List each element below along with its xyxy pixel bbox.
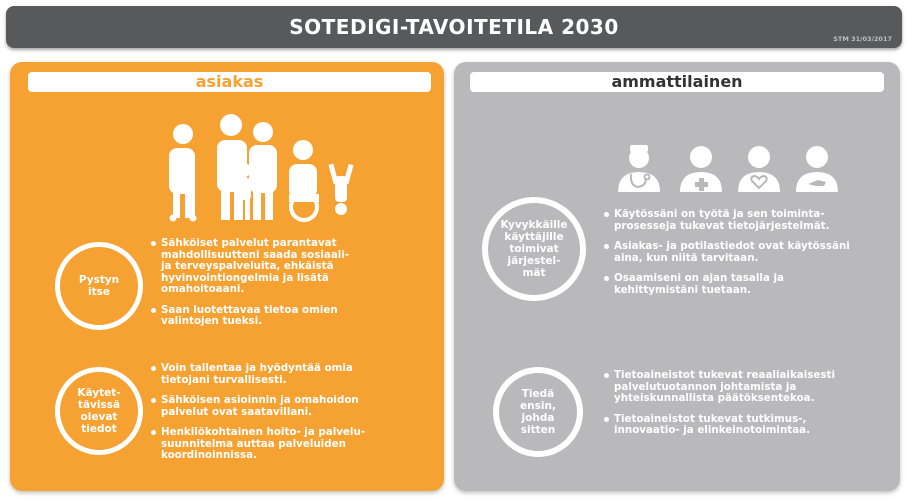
header-bar <box>6 6 902 48</box>
caregiver-heart-icon <box>736 144 782 192</box>
professional-panel-title: ammattilainen <box>470 72 884 92</box>
customer-panel <box>10 62 444 491</box>
family-people-icon <box>161 112 361 224</box>
list-item: Voin tallentaa ja hyödyntää omia tietojani turvallisesti. <box>151 363 431 386</box>
circle-pystyn-itse: Pystyn itse <box>55 242 143 330</box>
professional-panel <box>454 62 900 491</box>
helping-hand-icon <box>794 144 840 192</box>
bullet-list-kyvykkaille <box>604 209 894 305</box>
list-item: Osaamiseni on ajan tasalla ja kehittymistäni tuetaan. <box>604 273 894 296</box>
list-item: Käytössäni on työtä ja sen toiminta- prosesseja tukevat tietojärjestelmät. <box>604 209 894 232</box>
list-item: Sähköisen asioinnin ja omahoidon palvelut ovat saatavillani. <box>151 395 431 418</box>
bullet-list-kaytettavissa <box>151 363 431 471</box>
circle-kyvykkaille-kayttajille <box>482 197 586 301</box>
list-item: Tietoaineistot tukevat reaaliaikaisesti palvelutuotannon johtamista ja yhteiskunnallista päätöksentekoa. <box>604 370 894 405</box>
doctor-icon <box>616 144 662 192</box>
circle-kaytettavissa-olevat-tiedot: Käytet- tävissä olevat tiedot <box>55 367 143 455</box>
list-item: Henkilökohtainen hoito- ja palvelu- suunnitelma auttaa palveluiden koordinoinnissa. <box>151 427 431 462</box>
page-title: SOTEDIGI-TAVOITETILA 2030 <box>289 15 619 39</box>
date-stamp: STM 31/03/2017 <box>833 35 892 43</box>
customer-panel-title: asiakas <box>28 72 431 92</box>
list-item: Asiakas- ja potilastiedot ovat käytössäni aina, kun niitä tarvitaan. <box>604 241 894 264</box>
list-item: Saan luotettavaa tietoa omien valintojen tueksi. <box>151 305 431 328</box>
list-item: Tietoaineistot tukevat tutkimus-, innovaatio- ja elinkeinotoimintaa. <box>604 414 894 437</box>
bullet-list-tieda-ensin <box>604 370 894 446</box>
nurse-icon <box>678 144 724 192</box>
circle-tieda-ensin <box>493 367 583 457</box>
circle-tieda-ensin-label: Tiedä ensin, johda sitten <box>520 388 556 436</box>
list-item: Sähköiset palvelut parantavat mahdollisuutteni saada sosiaali- ja terveyspalveluita, ehkäistä hyvinvointiongelmia ja lisätä omahoitoaani. <box>151 238 431 296</box>
circle-kyvykkaille-label: Kyvykkäille käyttäjille toimivat järjestel- mät <box>500 219 568 279</box>
bullet-list-pystyn-itse <box>151 238 431 337</box>
